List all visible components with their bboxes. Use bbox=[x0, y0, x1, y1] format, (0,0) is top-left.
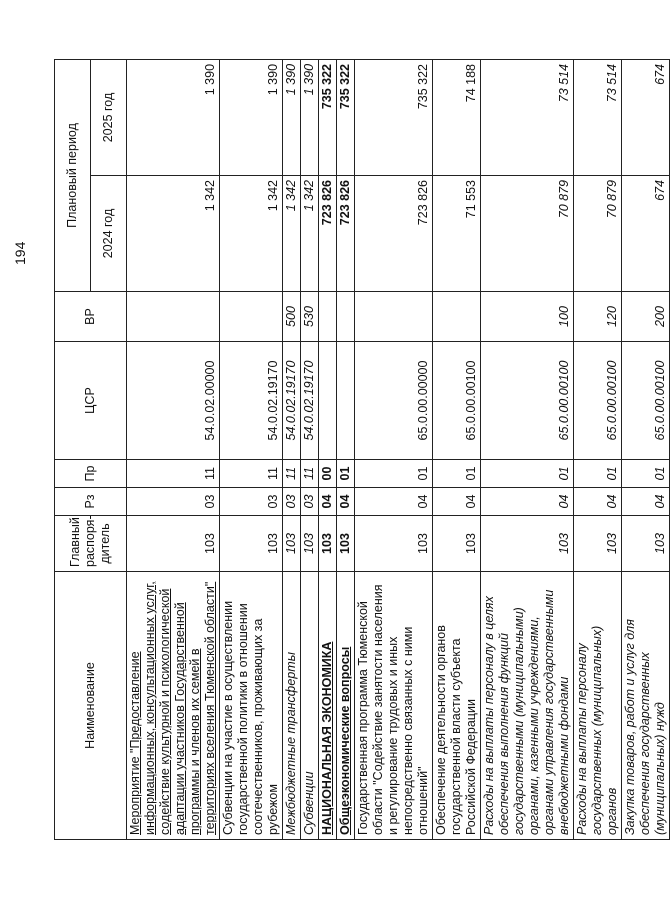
cell-vr: 120 bbox=[574, 292, 622, 342]
cell-csr: 54.0.02.00000 bbox=[127, 342, 220, 460]
cell-rz: 03 bbox=[301, 488, 319, 516]
cell-2025: 1 390 bbox=[127, 59, 220, 175]
cell-rz: 04 bbox=[337, 488, 355, 516]
cell-vr bbox=[337, 292, 355, 342]
cell-main-manager: 103 bbox=[574, 516, 622, 572]
cell-csr: 65.0.00.00100 bbox=[574, 342, 622, 460]
cell-2024: 723 826 bbox=[319, 176, 337, 292]
cell-csr: 65.0.00.00100 bbox=[481, 342, 574, 460]
cell-name: Мероприятие "Предоставление информационных, консультационных услуг, содействие культурной и психологической адаптации участников Государственной программы и членов их семей в территориях вселения Тюменской области" bbox=[127, 572, 220, 840]
table-row bbox=[355, 59, 433, 839]
cell-2025: 735 322 bbox=[319, 59, 337, 175]
cell-main-manager: 103 bbox=[337, 516, 355, 572]
cell-pr: 01 bbox=[433, 460, 481, 488]
page-number: 194 bbox=[12, 241, 28, 265]
cell-main-manager: 103 bbox=[220, 516, 283, 572]
table-row bbox=[319, 59, 337, 839]
cell-pr: 01 bbox=[574, 460, 622, 488]
cell-2024: 1 342 bbox=[283, 176, 301, 292]
cell-name: Расходы на выплаты персоналу в целях обеспечения выполнения функций государственными (муниципальными) органами, казенными учреждениями, органами управления государственными внебюджетными фондами bbox=[481, 572, 574, 840]
cell-pr: 00 bbox=[319, 460, 337, 488]
cell-rz: 03 bbox=[127, 488, 220, 516]
cell-pr: 01 bbox=[337, 460, 355, 488]
cell-2025: 74 188 bbox=[433, 59, 481, 175]
cell-main-manager: 103 bbox=[319, 516, 337, 572]
cell-name: Межбюджетные трансферты bbox=[283, 572, 301, 840]
cell-name: НАЦИОНАЛЬНАЯ ЭКОНОМИКА bbox=[319, 572, 337, 840]
cell-2024: 723 826 bbox=[355, 176, 433, 292]
cell-rz: 04 bbox=[355, 488, 433, 516]
cell-name: Закупка товаров, работ и услуг для обеспечения государственных (муниципальных) нужд bbox=[622, 572, 670, 840]
table-body bbox=[127, 59, 670, 839]
cell-2024: 1 342 bbox=[301, 176, 319, 292]
cell-pr: 01 bbox=[622, 460, 670, 488]
table-row bbox=[337, 59, 355, 839]
table-row bbox=[481, 59, 574, 839]
cell-rz: 03 bbox=[283, 488, 301, 516]
cell-main-manager: 103 bbox=[622, 516, 670, 572]
cell-csr: 54.0.02.19170 bbox=[220, 342, 283, 460]
table-row bbox=[127, 59, 220, 839]
cell-2025: 674 bbox=[622, 59, 670, 175]
header-main-manager: Главный распоря-дитель bbox=[55, 516, 127, 572]
cell-vr bbox=[127, 292, 220, 342]
cell-pr: 11 bbox=[220, 460, 283, 488]
cell-2024: 1 342 bbox=[220, 176, 283, 292]
cell-name: Субвенции на участие в осуществлении государственной политики в отношении соотечественников, проживающих за рубежом bbox=[220, 572, 283, 840]
cell-pr: 11 bbox=[283, 460, 301, 488]
cell-main-manager: 103 bbox=[283, 516, 301, 572]
cell-vr: 100 bbox=[481, 292, 574, 342]
cell-2024: 70 879 bbox=[574, 176, 622, 292]
header-rz: Рз bbox=[55, 488, 127, 516]
header-2025: 2025 год bbox=[91, 59, 127, 175]
cell-pr: 01 bbox=[481, 460, 574, 488]
cell-csr: 65.0.00.00000 bbox=[355, 342, 433, 460]
cell-name: Обеспечение деятельности органов государственной власти субъекта Российской Федерации bbox=[433, 572, 481, 840]
cell-rz: 04 bbox=[574, 488, 622, 516]
table-row bbox=[220, 59, 283, 839]
cell-2025: 735 322 bbox=[337, 59, 355, 175]
table-row bbox=[574, 59, 622, 839]
cell-main-manager: 103 bbox=[355, 516, 433, 572]
cell-name: Расходы на выплаты персоналу государственных (муниципальных) органов bbox=[574, 572, 622, 840]
cell-vr bbox=[355, 292, 433, 342]
table-row bbox=[283, 59, 301, 839]
cell-csr: 65.0.00.00100 bbox=[622, 342, 670, 460]
cell-2025: 73 514 bbox=[574, 59, 622, 175]
cell-2025: 1 390 bbox=[301, 59, 319, 175]
cell-csr bbox=[337, 342, 355, 460]
cell-vr: 530 bbox=[301, 292, 319, 342]
cell-rz: 03 bbox=[220, 488, 283, 516]
cell-2025: 73 514 bbox=[481, 59, 574, 175]
cell-rz: 04 bbox=[319, 488, 337, 516]
cell-rz: 04 bbox=[622, 488, 670, 516]
cell-rz: 04 bbox=[481, 488, 574, 516]
cell-2024: 71 553 bbox=[433, 176, 481, 292]
header-pr: Пр bbox=[55, 460, 127, 488]
cell-2024: 70 879 bbox=[481, 176, 574, 292]
cell-name: Государственная программа Тюменской области "Содействие занятости населения и регулирование трудовых и иных непосредственно связанных с ними отношений" bbox=[355, 572, 433, 840]
cell-vr bbox=[319, 292, 337, 342]
cell-2025: 1 390 bbox=[220, 59, 283, 175]
cell-2025: 1 390 bbox=[283, 59, 301, 175]
cell-2024: 1 342 bbox=[127, 176, 220, 292]
cell-main-manager: 103 bbox=[127, 516, 220, 572]
cell-vr bbox=[220, 292, 283, 342]
cell-vr bbox=[433, 292, 481, 342]
cell-csr: 54.0.02.19170 bbox=[283, 342, 301, 460]
cell-name: Субвенции bbox=[301, 572, 319, 840]
cell-2024: 723 826 bbox=[337, 176, 355, 292]
header-name: Наименование bbox=[55, 572, 127, 840]
cell-main-manager: 103 bbox=[433, 516, 481, 572]
budget-table-sheet bbox=[54, 60, 667, 840]
cell-rz: 04 bbox=[433, 488, 481, 516]
table-row bbox=[301, 59, 319, 839]
cell-csr: 65.0.00.00100 bbox=[433, 342, 481, 460]
cell-pr: 11 bbox=[301, 460, 319, 488]
cell-pr: 01 bbox=[355, 460, 433, 488]
cell-main-manager: 103 bbox=[301, 516, 319, 572]
header-2024: 2024 год bbox=[91, 176, 127, 292]
table-row bbox=[622, 59, 670, 839]
cell-vr: 200 bbox=[622, 292, 670, 342]
header-vr: ВР bbox=[55, 292, 127, 342]
cell-2025: 735 322 bbox=[355, 59, 433, 175]
cell-main-manager: 103 bbox=[481, 516, 574, 572]
cell-csr bbox=[319, 342, 337, 460]
cell-vr: 500 bbox=[283, 292, 301, 342]
table-row bbox=[433, 59, 481, 839]
cell-name: Общеэкономические вопросы bbox=[337, 572, 355, 840]
cell-2024: 674 bbox=[622, 176, 670, 292]
header-csr: ЦСР bbox=[55, 342, 127, 460]
cell-pr: 11 bbox=[127, 460, 220, 488]
cell-csr: 54.0.02.19170 bbox=[301, 342, 319, 460]
budget-table bbox=[54, 59, 670, 840]
header-planned-period: Плановый период bbox=[55, 59, 91, 291]
